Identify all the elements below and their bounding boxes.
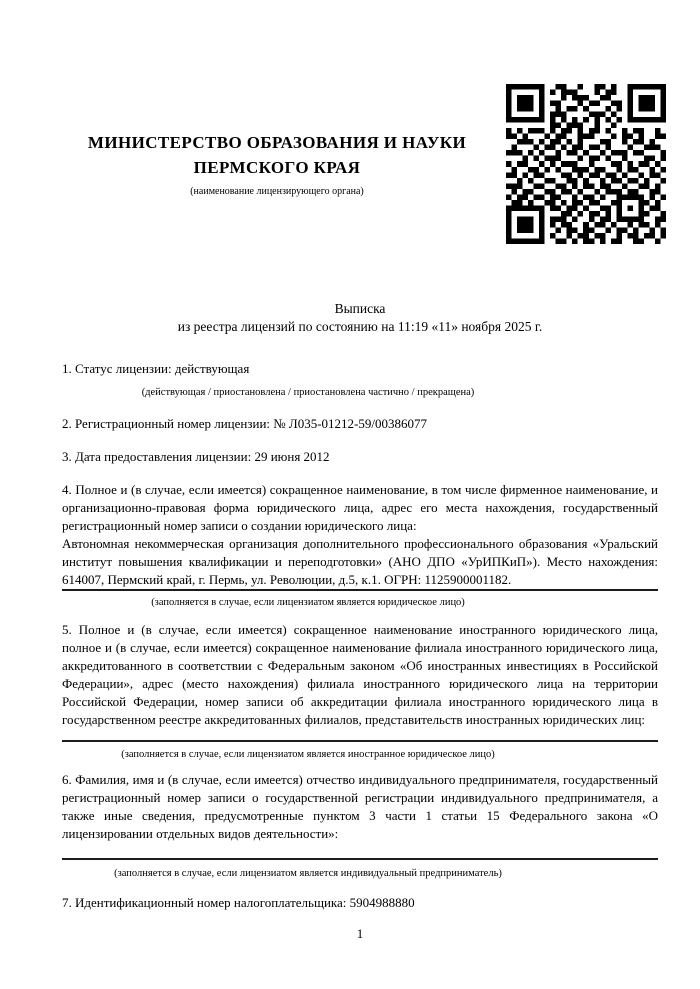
ministry-name-line1: МИНИСТЕРСТВО ОБРАЗОВАНИЯ И НАУКИ [87,133,467,152]
document-title [62,300,658,336]
individual-entrepreneur-caption [62,863,554,881]
grant-date: 3. Дата предоставления лицензии: 29 июня 2012 [62,449,330,464]
ministry-name-line2: ПЕРМСКОГО КРАЯ [193,158,361,177]
individual-entrepreneur-caption-text: (заполняется в случае, если лицензиатом является индивидуальный предприниматель) [114,868,502,879]
individual-entrepreneur-underline [62,858,658,860]
document-title-line2: из реестра лицензий по состоянию на 11:19 «11» ноября 2025 г. [177,319,543,334]
foreign-entity-underline [62,740,658,742]
legal-entity-question: 4. Полное и (в случае, если имеется) сокращенное наименование, в том числе фирменное наименование, и организационно-правовая форма юридического лица, адрес его места нахождения, государственный регистрационный номер записи о создании юридического лица: [62,482,658,533]
license-status: 1. Статус лицензии: действующая [62,361,250,376]
license-status-options-caption-text: (действующая / приостановлена / приостановлена частично / прекращена) [141,387,475,398]
foreign-entity-question: 5. Полное и (в случае, если имеется) сокращенное наименование иностранного юридического лица, полное и (в случае, если имеется) сокращенное наименование филиала иностранного юридического лица, аккредитованного в соответствии с Федеральным законом «Об иностранных инвестициях в Российской Федерации», адрес (место нахождения) филиала иностранного юридического лица на территории Российской Федерации, номер записи об аккредитации филиала иностранного юридического лица в государственном реестре аккредитованных филиалов, представительств иностранных юридических лиц: [62,622,658,727]
license-status-options-caption [62,382,554,400]
foreign-entity-caption [62,744,554,762]
legal-entity-section [62,481,658,589]
legal-entity-underline [62,589,658,591]
legal-entity-caption [62,592,554,610]
licensing-authority-caption: (наименование лицензирующего органа) [190,186,364,197]
taxpayer-id: 7. Идентификационный номер налогоплательщика: 5904988880 [62,895,415,910]
legal-entity-caption-text: (заполняется в случае, если лицензиатом является юридическое лицо) [151,597,465,608]
individual-entrepreneur-question: 6. Фамилия, имя и (в случае, если имеется) отчество индивидуального предпринимателя, государственный регистрационный номер записи о государственной регистрации индивидуального предпринимателя, а также иные сведения, предусмотренные пунктом 3 части 1 статьи 15 Федерального закона «О лицензировании отдельных видов деятельности»: [62,772,658,841]
registration-number: 2. Регистрационный номер лицензии: № Л035-01212-59/00386077 [62,416,428,431]
foreign-entity-caption-text: (заполняется в случае, если лицензиатом является иностранное юридическое лицо) [121,749,495,760]
document-title-line1: Выписка [334,301,386,316]
licensing-authority-header [40,130,514,198]
legal-entity-answer: Автономная некоммерческая организация дополнительного профессионального образования «Уральский институт повышения квалификации и переподготовки» (АНО ДПО «УрИПКиП»). Место нахождения: 614007, Пермский край, г. Пермь, ул. Революции, д.5, к.1. ОГРН: 1125900001182. [62,536,658,587]
qr-code-icon [506,84,666,244]
page-number: 1 [356,926,364,941]
